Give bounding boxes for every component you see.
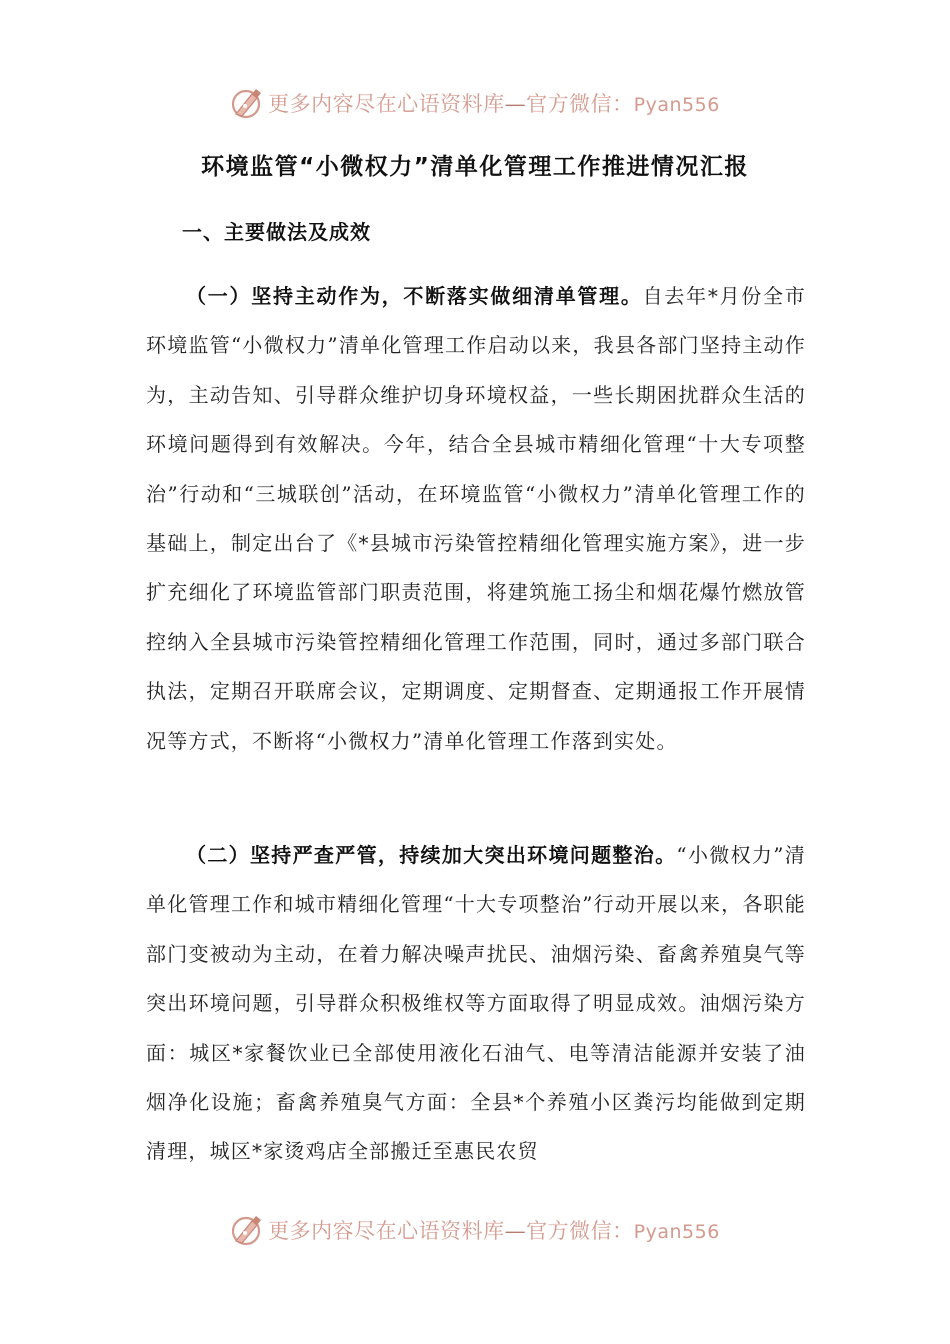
paragraph-1 — [146, 272, 806, 766]
paragraph-1-lead: （一）坚持主动作为，不断落实做细清单管理。 — [186, 284, 643, 308]
watermark-contact-handle: Pyan556 — [633, 94, 720, 116]
pen-nib-circle-icon — [230, 1213, 264, 1247]
paragraph-2 — [146, 831, 806, 1177]
watermark-banner-bottom — [0, 1210, 950, 1250]
paragraph-2-body: “小微权力”清单化管理工作和城市精细化管理“十大专项整治”行动开展以来，各职能部门变被动为主动，在着力解决噪声扰民、油烟污染、畜禽养殖臭气等突出环境问题，引导群众积极维权等方面取得了明显成效。油烟污染方面：城区*家餐饮业已全部使用液化石油气、电等清洁能源并安装了油烟净化设施；畜禽养殖臭气方面：全县*个养殖小区粪污均能做到定期清理，城区*家烫鸡店全部搬迁至惠民农贸 — [146, 843, 806, 1164]
watermark-contact-label: 官方微信： — [526, 92, 634, 116]
watermark-separator: — — [504, 92, 527, 116]
pen-nib-circle-icon — [230, 86, 264, 120]
watermark-banner-top — [0, 83, 950, 123]
section-heading: 一、主要做法及成效 — [182, 220, 371, 244]
document-title: 环境监管“小微权力”清单化管理工作推进情况汇报 — [201, 154, 749, 180]
watermark-text: 更多内容尽在心语资料库 — [268, 1219, 505, 1243]
watermark-contact-label: 官方微信： — [526, 1219, 634, 1243]
paragraph-2-lead: （二）坚持严查严管，持续加大突出环境问题整治。 — [186, 843, 677, 867]
watermark-separator: — — [504, 1219, 527, 1243]
paragraph-1-body: 自去年*月份全市环境监管“小微权力”清单化管理工作启动以来，我县各部门坚持主动作为，主动告知、引导群众维护切身环境权益，一些长期困扰群众生活的环境问题得到有效解决。今年，结合全县城市精细化管理“十大专项整治”行动和“三城联创”活动，在环境监管“小微权力”清单化管理工作的基础上，制定出台了《*县城市污染管控精细化管理实施方案》，进一步扩充细化了环境监管部门职责范围，将建筑施工扬尘和烟花爆竹燃放管控纳入全县城市污染管控精细化管理工作范围，同时，通过多部门联合执法，定期召开联席会议，定期调度、定期督查、定期通报工作开展情况等方式，不断将“小微权力”清单化管理工作落到实处。 — [146, 284, 806, 753]
watermark-contact-handle: Pyan556 — [633, 1221, 720, 1243]
watermark-text: 更多内容尽在心语资料库 — [268, 92, 505, 116]
